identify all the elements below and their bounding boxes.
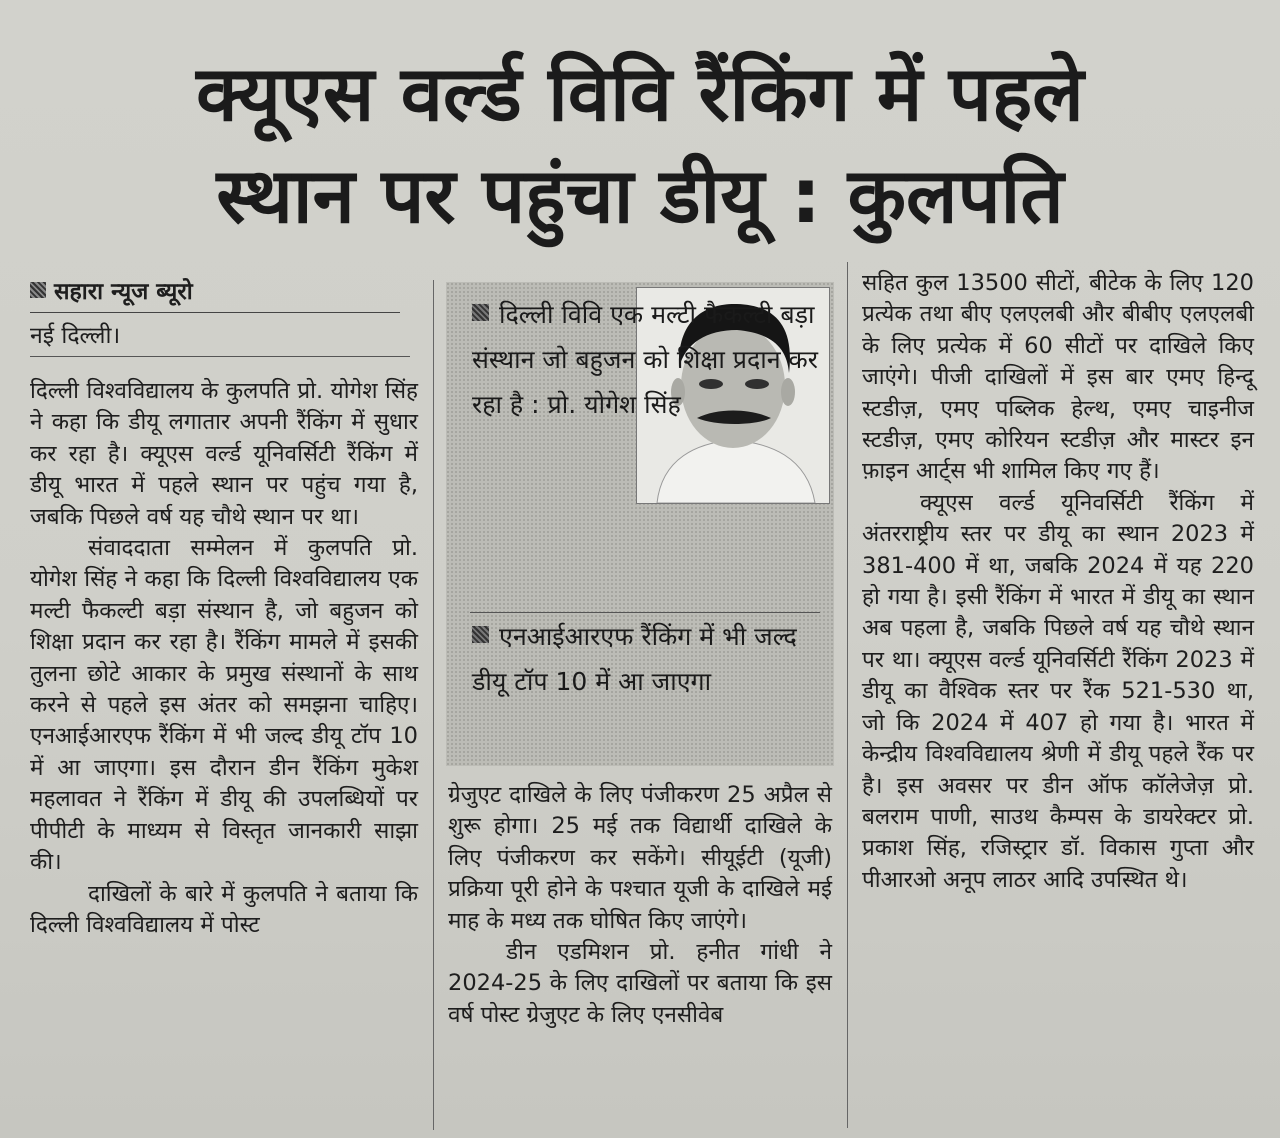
box-divider (470, 612, 820, 613)
byline-rule (30, 312, 400, 313)
paragraph: दाखिलों के बारे में कुलपति ने बताया कि दिल्ली विश्वविद्यालय में पोस्ट (30, 880, 418, 938)
dateline-rule (30, 356, 410, 357)
article-column-1 (30, 376, 418, 941)
pull-quote-2-text: एनआईआरएफ रैंकिंग में भी जल्द डीयू टॉप 10 में आ जाएगा (472, 622, 797, 696)
paragraph: सहित कुल 13500 सीटों, बीटेक के लिए 120 प्रत्येक तथा बीए एलएलबी और बीबीए एलएलबी के लिए प्रत्येक में 60 सीटों पर दाखिले किए जाएंगे। पीजी दाखिलों में इस बार एमए हिन्दू स्टडीज़, एमए पब्लिक हेल्थ, एमए चाइनीज स्टडीज़, एमए कोरियन स्टडीज़ और मास्टर इन फ़ाइन आर्ट्स भी शामिल किए गए हैं। (862, 270, 1254, 485)
article-column-3 (862, 268, 1254, 896)
headline-line-2: स्थान पर पहुंचा डीयू : कुलपति (216, 151, 1064, 240)
paragraph: ग्रेजुएट दाखिले के लिए पंजीकरण 25 अप्रैल से शुरू होगा। 25 मई तक विद्यार्थी दाखिले के लिए पंजीकरण कर सकेंगे। सीयूईटी (यूजी) प्रक्रिया पूरी होने के पश्चात यूजी के दाखिले मई माह के मध्य तक घोषित किए जाएंगे। (448, 782, 832, 934)
paragraph: संवाददाता सम्मेलन में कुलपति प्रो. योगेश सिंह ने कहा कि दिल्ली विश्वविद्यालय एक मल्टी फैकल्टी बड़ा संस्थान है, जो बहुजन को शिक्षा प्रदान कर रहा है। रैंकिंग मामले में इसकी तुलना छोटे आकार के प्रमुख संस्थानों के साथ करने से पहले इस अंतर को समझना चाहिए। एनआईआरएफ रैंकिंग में भी जल्द डीयू टॉप 10 में आ जाएगा। इस दौरान डीन रैंकिंग मुकेश महलावत ने रैंकिंग में डीयू की उपलब्धियों पर पीपीटी के माध्यम से विस्तृत जानकारी साझा की। (30, 535, 418, 876)
pull-quote-1 (472, 292, 822, 427)
byline (30, 276, 410, 308)
paragraph: दिल्ली विश्वविद्यालय के कुलपति प्रो. योगेश सिंह ने कहा कि डीयू लगातार अपनी रैंकिंग में सुधार कर रहा है। क्यूएस वर्ल्ड यूनिवर्सिटी रैंकिंग में डीयू भारत में पहले स्थान पर पहुंच गया है, जबकि पिछले वर्ष यह चौथे स्थान पर था। (30, 378, 418, 530)
column-divider (847, 262, 848, 1128)
paragraph: क्यूएस वर्ल्ड यूनिवर्सिटी रैंकिंग में अंतरराष्ट्रीय स्तर पर डीयू का स्थान 2023 में 381-400 में था, जबकि 2024 में यह 220 हो गया है। इसी रैंकिंग में भारत में डीयू का स्थान अब पहला है, जबकि पिछले वर्ष यह चौथे स्थान पर था। क्यूएस वर्ल्ड यूनिवर्सिटी रैंकिंग 2023 में डीयू का वैश्विक स्तर पर रैंक 521-530 था, जो कि 2024 में 407 हो गया है। भारत में केन्द्रीय विश्वविद्यालय श्रेणी में डीयू पहले रैंक पर है। इस अवसर पर डीन ऑफ कॉलेजेज़ प्रो. बलराम पाणी, साउथ कैम्पस के डायरेक्टर प्रो. प्रकाश सिंह, रजिस्ट्रार डॉ. विकास गुप्ता और पीआरओ अनूप लाठर आदि उपस्थित थे। (862, 489, 1254, 893)
column-divider (433, 280, 434, 1130)
pull-quote-2 (472, 614, 822, 704)
pull-quote-1-text: दिल्ली विवि एक मल्टी फैकल्टी बड़ा संस्थान जो बहुजन को शिक्षा प्रदान कर रहा है : प्रो. योगेश सिंह (472, 300, 818, 419)
byline-text: सहारा न्यूज ब्यूरो (54, 279, 193, 305)
article-column-2 (448, 780, 832, 1031)
headline-line-1: क्यूएस वर्ल्ड विवि रैंकिंग में पहले (196, 49, 1084, 138)
square-bullet-icon (30, 282, 46, 298)
square-bullet-icon (472, 626, 489, 643)
dateline: नई दिल्ली। (30, 323, 121, 349)
paragraph: डीन एडमिशन प्रो. हनीत गांधी ने 2024-25 के लिए दाखिलों पर बताया कि इस वर्ष पोस्ट ग्रेजुएट के लिए एनसीवेब (448, 939, 832, 1028)
square-bullet-icon (472, 304, 489, 321)
